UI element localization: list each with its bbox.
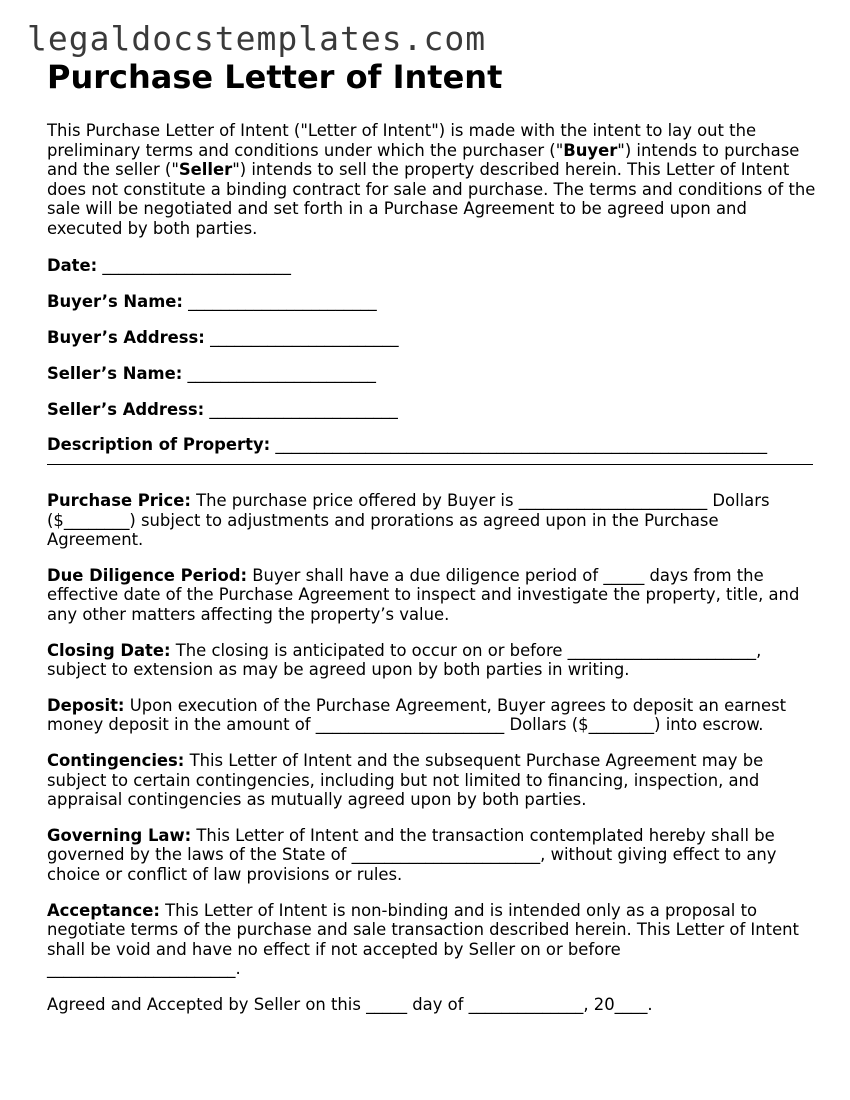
- deposit-section: [47, 696, 817, 735]
- due-diligence-heading: Due Diligence Period:: [47, 565, 247, 585]
- deposit-body: Upon execution of the Purchase Agreement, Buyer agrees to deposit an earnest money deposit in the amount of _______________________ Dollars ($________) into escrow.: [47, 695, 787, 735]
- closing-date-section: [47, 641, 817, 680]
- property-blank[interactable]: ____________________________________________________________: [275, 435, 768, 455]
- property-continuation-line[interactable]: [47, 455, 813, 465]
- intro-text-2: ") intends to purchase and the seller (": [47, 140, 800, 180]
- closing-date-body: The closing is anticipated to occur on or before _______________________, subject to extension as may be agreed upon by both parties in writing.: [47, 640, 762, 680]
- property-field: [47, 435, 817, 455]
- buyer-address-label: Buyer’s Address:: [47, 327, 205, 347]
- date-blank[interactable]: _______________________: [102, 255, 291, 275]
- intro-paragraph: [47, 121, 817, 239]
- document-body: [47, 121, 817, 1031]
- seller-name-field: [47, 364, 817, 384]
- agreed-accepted-line: Agreed and Accepted by Seller on this _____ day of ______________, 20____.: [47, 994, 653, 1014]
- seller-address-blank[interactable]: _______________________: [209, 399, 398, 419]
- watermark: legaldocstemplates.com: [27, 19, 487, 58]
- contingencies-section: [47, 751, 817, 810]
- seller-name-blank[interactable]: _______________________: [187, 363, 376, 383]
- acceptance-section: [47, 901, 817, 979]
- due-diligence-section: [47, 566, 817, 625]
- purchase-price-section: [47, 491, 817, 550]
- due-diligence-body: Buyer shall have a due diligence period of _____ days from the effective date of the Purchase Agreement to inspect and investigate the property, title, and any other matters affecting the property’s value.: [47, 565, 800, 625]
- seller-term: Seller: [178, 160, 233, 180]
- date-label: Date:: [47, 255, 98, 275]
- buyer-address-blank[interactable]: _______________________: [210, 327, 399, 347]
- governing-law-section: [47, 826, 817, 885]
- date-field: [47, 256, 817, 276]
- governing-law-body: This Letter of Intent and the transaction contemplated hereby shall be governed by the laws of the State of _______________________, without giving effect to any choice or conflict of law provisions or rules.: [47, 825, 777, 884]
- seller-name-label: Seller’s Name:: [47, 363, 183, 383]
- buyer-name-blank[interactable]: _______________________: [188, 291, 377, 311]
- seller-address-field: [47, 400, 817, 420]
- acceptance-body: This Letter of Intent is non-binding and is intended only as a proposal to negotiate terms of the purchase and sale transaction described herein. This Letter of Intent shall be void and have no effect if not accepted by Seller on or before _______________________.: [47, 900, 799, 979]
- governing-law-heading: Governing Law:: [47, 825, 192, 845]
- buyer-address-field: [47, 328, 817, 348]
- deposit-heading: Deposit:: [47, 695, 125, 715]
- buyer-name-field: [47, 292, 817, 312]
- intro-text-1: This Purchase Letter of Intent ("Letter of Intent") is made with the intent to lay out the preliminary terms and conditions under which the purchaser (": [47, 121, 757, 160]
- closing-date-heading: Closing Date:: [47, 640, 171, 660]
- page-title: Purchase Letter of Intent: [47, 58, 503, 96]
- intro-text-3: ") intends to sell the property described herein. This Letter of Intent does not constitute a binding contract for sale and purchase. The terms and conditions of the sale will be negotiated and set forth in a Purchase Agreement to be agreed upon and executed by both parties.: [47, 160, 816, 238]
- contingencies-body: This Letter of Intent and the subsequent Purchase Agreement may be subject to certain contingencies, including but not limited to financing, inspection, and appraisal contingencies as mutually agreed upon by both parties.: [47, 751, 764, 810]
- property-label: Description of Property:: [47, 435, 271, 455]
- acceptance-heading: Acceptance:: [47, 900, 160, 920]
- buyer-term: Buyer: [563, 140, 618, 160]
- buyer-name-label: Buyer’s Name:: [47, 291, 183, 311]
- contingencies-heading: Contingencies:: [47, 751, 185, 771]
- purchase-price-heading: Purchase Price:: [47, 491, 191, 511]
- seller-address-label: Seller’s Address:: [47, 399, 205, 419]
- purchase-price-body: The purchase price offered by Buyer is _______________________ Dollars ($________) subject to adjustments and prorations as agreed upon in the Purchase Agreement.: [47, 491, 770, 550]
